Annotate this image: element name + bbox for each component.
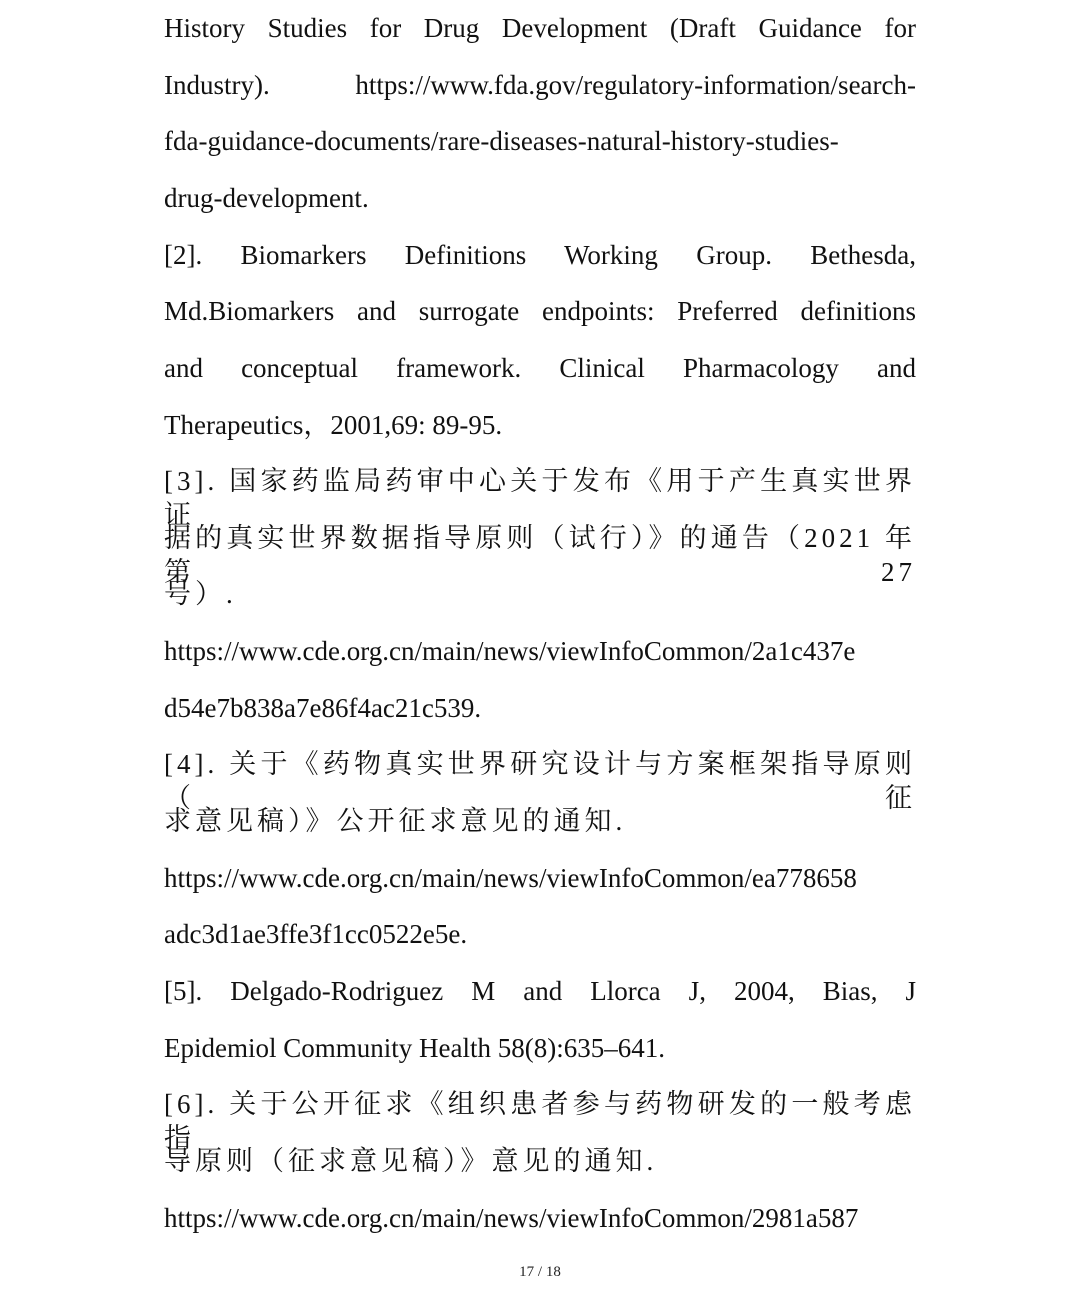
reference-4-url-line: adc3d1ae3ffe3f1cc0522e5e. xyxy=(164,919,468,949)
reference-3-line: 据的真实世界数据指导原则（试行）》的通告（2021 年第 27 xyxy=(164,523,916,587)
reference-1-line: History Studies for Drug Development (Draft Guidance for xyxy=(164,13,916,43)
reference-2-line: and conceptual framework. Clinical Pharmacology and xyxy=(164,353,916,383)
reference-5-line: Epidemiol Community Health 58(8):635–641. xyxy=(164,1033,665,1063)
reference-1-url-line: fda-guidance-documents/rare-diseases-natural-history-studies- xyxy=(164,126,839,156)
reference-3-line: [3]. 国家药监局药审中心关于发布《用于产生真实世界证 xyxy=(164,466,916,530)
reference-2-line: [2]. Biomarkers Definitions Working Group. Bethesda, xyxy=(164,240,916,270)
reference-6-url-line: https://www.cde.org.cn/main/news/viewInfoCommon/2981a587 xyxy=(164,1203,859,1233)
reference-6-line: [6]. 关于公开征求《组织患者参与药物研发的一般考虑指 xyxy=(164,1089,916,1153)
reference-3-url-line: https://www.cde.org.cn/main/news/viewInfoCommon/2a1c437e xyxy=(164,636,856,666)
page-number: 17 / 18 xyxy=(519,1264,561,1280)
reference-4-url-line: https://www.cde.org.cn/main/news/viewInfoCommon/ea778658 xyxy=(164,863,857,893)
reference-1-line: Industry). https://www.fda.gov/regulatory-information/search- xyxy=(164,70,916,100)
reference-4-line: 求意见稿）》公开征求意见的通知. xyxy=(164,806,627,836)
reference-2-line: Therapeutics，2001,69: 89-95. xyxy=(164,410,503,440)
reference-2-line: Md.Biomarkers and surrogate endpoints: Preferred definitions xyxy=(164,296,916,326)
reference-6-line: 导原则（征求意见稿）》意见的通知. xyxy=(164,1146,658,1176)
reference-3-line: 号）. xyxy=(164,579,237,609)
reference-4-line: [4]. 关于《药物真实世界研究设计与方案框架指导原则（征 xyxy=(164,749,916,813)
reference-3-url-line: d54e7b838a7e86f4ac21c539. xyxy=(164,693,482,723)
reference-1-url-line: drug-development. xyxy=(164,183,369,213)
reference-5-line: [5]. Delgado-Rodriguez M and Llorca J, 2004, Bias, J xyxy=(164,976,916,1006)
